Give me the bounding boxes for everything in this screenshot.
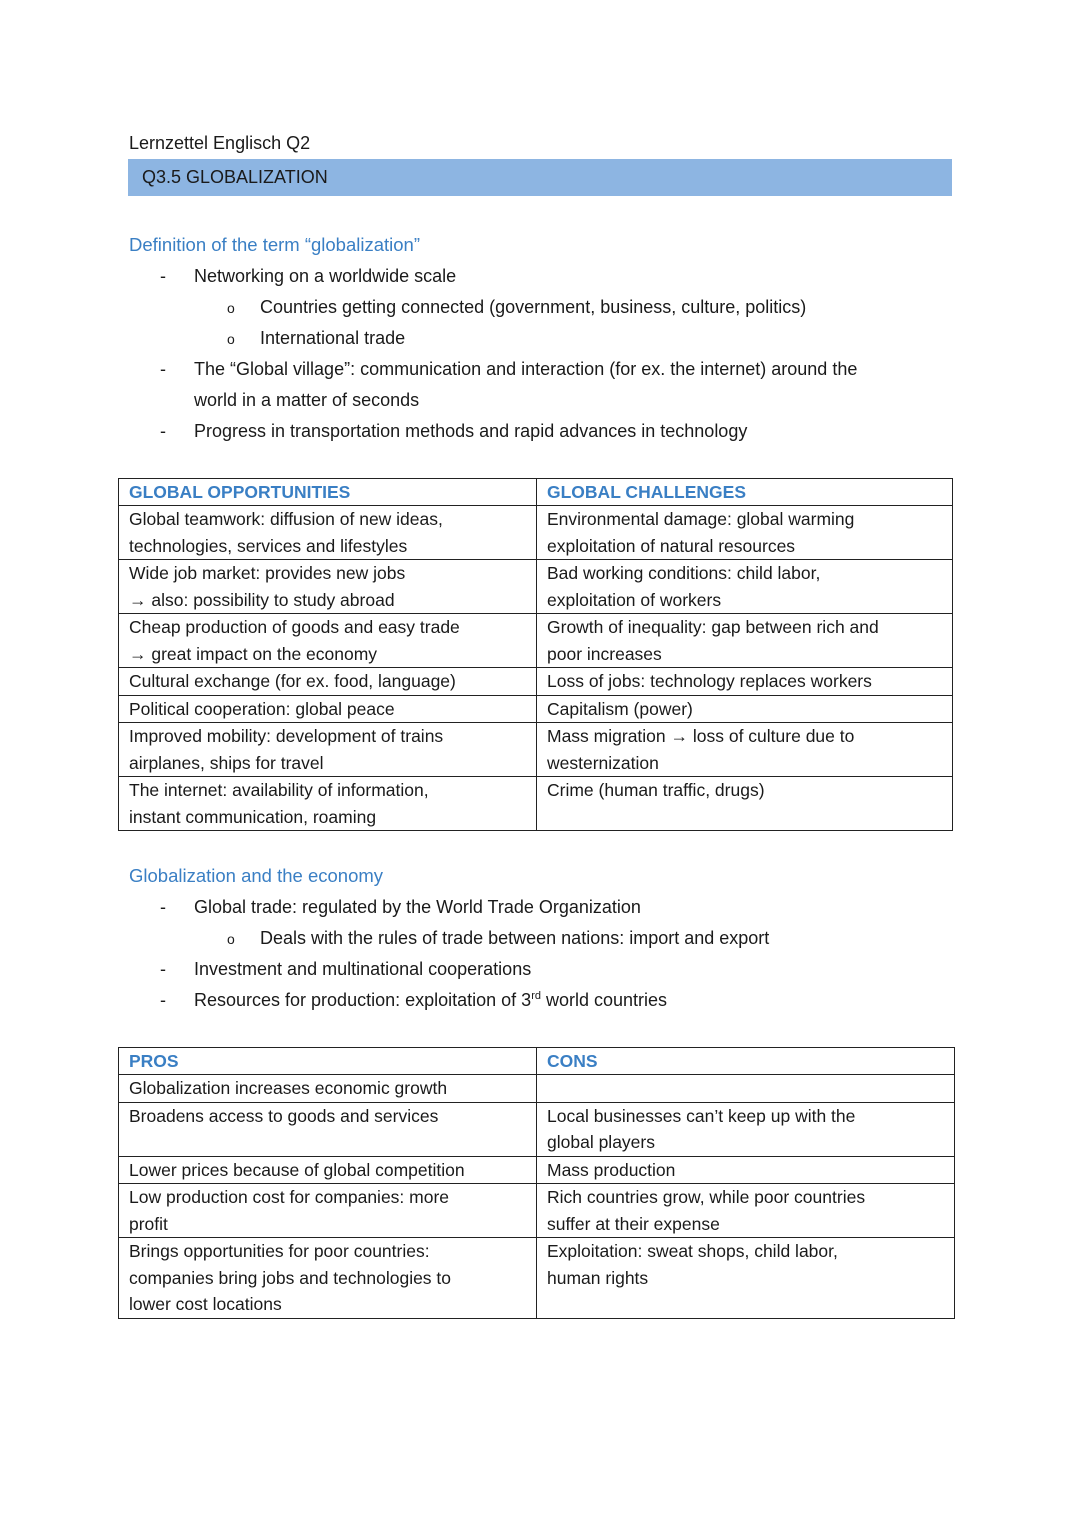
- cell-text-line: Rich countries grow, while poor countries: [547, 1187, 866, 1207]
- table-cell: [119, 1156, 537, 1184]
- dash-marker: -: [160, 959, 166, 979]
- cell-text-line: Bad working conditions: child labor,: [547, 563, 821, 583]
- bullet-text: Global trade: regulated by the World Trade Organization: [194, 897, 641, 917]
- circle-marker: o: [227, 331, 235, 347]
- table-row: [119, 1075, 955, 1103]
- cell-text-line: companies bring jobs and technologies to: [129, 1267, 452, 1288]
- table-cell: [537, 1102, 955, 1156]
- table-header-cell: GLOBAL CHALLENGES: [537, 479, 953, 506]
- bullet-text-part: world countries: [540, 990, 668, 1010]
- cell-text-line: Environmental damage: global warming: [547, 509, 855, 529]
- table-row: [119, 560, 953, 614]
- cell-text-line: Loss of jobs: technology replaces workers: [547, 671, 872, 691]
- cell-text-line: profit: [129, 1213, 168, 1234]
- bullet-text-part: Resources for production: exploitation of 3: [194, 990, 532, 1010]
- table-cell: [119, 1075, 537, 1103]
- dash-marker: -: [160, 266, 166, 286]
- cell-text-line: Capitalism (power): [547, 698, 693, 719]
- table-header-row: [119, 1048, 955, 1075]
- circle-marker: o: [227, 300, 235, 316]
- cell-text-line: → great impact on the economy: [129, 643, 378, 664]
- cell-text-line: Globalization increases economic growth: [129, 1078, 448, 1098]
- cell-text-line: exploitation of natural resources: [547, 535, 796, 556]
- table-row: [119, 1156, 955, 1184]
- cell-text-line: Broadens access to goods and services: [129, 1105, 439, 1126]
- cell-text-line: global players: [547, 1132, 655, 1152]
- table-cell: [537, 695, 953, 723]
- dash-marker: -: [160, 990, 166, 1010]
- table-header-row: [119, 479, 953, 506]
- cell-text-line: lower cost locations: [129, 1294, 282, 1314]
- table-cell: [119, 723, 537, 777]
- cell-text-line: Local businesses can’t keep up with the: [547, 1105, 856, 1126]
- table-row: [119, 668, 953, 696]
- table-row: [119, 506, 953, 560]
- bullet-text: Investment and multinational cooperations: [194, 959, 532, 979]
- bullet-text-with-superscript: [194, 988, 667, 1012]
- table-cell: [119, 614, 537, 668]
- cell-text-line: Exploitation: sweat shops, child labor,: [547, 1241, 838, 1261]
- table-cell: [119, 1102, 537, 1156]
- cell-text-line: Improved mobility: development of trains: [129, 726, 444, 746]
- dash-marker: -: [160, 359, 166, 379]
- table-row: [119, 695, 953, 723]
- cell-text-line: suffer at their expense: [547, 1213, 720, 1234]
- cell-text-line: Cheap production of goods and easy trade: [129, 617, 460, 637]
- table-cell: [119, 1184, 537, 1238]
- circle-marker: o: [227, 931, 235, 947]
- table-row: [119, 777, 953, 831]
- table-cell: [537, 723, 953, 777]
- table-cell: [537, 1238, 955, 1319]
- cell-text-line: exploitation of workers: [547, 589, 722, 610]
- sub-bullet-text: International trade: [260, 328, 406, 348]
- table-header-cell: PROS: [119, 1048, 537, 1075]
- cell-text-line: poor increases: [547, 643, 662, 664]
- sub-bullet-text: Countries getting connected (government, business, culture, politics): [260, 297, 807, 317]
- table-cell: [119, 1238, 537, 1319]
- table-cell: [537, 1184, 955, 1238]
- bullet-text: Progress in transportation methods and rapid advances in technology: [194, 421, 748, 441]
- dash-marker: -: [160, 897, 166, 917]
- cell-text-line: Mass production: [547, 1159, 676, 1180]
- table-row: [119, 723, 953, 777]
- table-cell: [119, 668, 537, 696]
- table-cell: [537, 1075, 955, 1103]
- table-cell: [119, 506, 537, 560]
- table-row: [119, 1184, 955, 1238]
- table-row: [119, 1102, 955, 1156]
- ordinal-superscript: rd: [531, 990, 541, 1002]
- table-cell: [537, 668, 953, 696]
- table-header-cell: GLOBAL OPPORTUNITIES: [119, 479, 537, 506]
- cell-text-line: Global teamwork: diffusion of new ideas,: [129, 509, 443, 529]
- bullet-text: Networking on a worldwide scale: [194, 266, 457, 286]
- cell-text-line: Growth of inequality: gap between rich and: [547, 617, 879, 637]
- sub-bullet-text: Deals with the rules of trade between nations: import and export: [260, 928, 770, 948]
- cell-text-line: airplanes, ships for travel: [129, 752, 324, 773]
- table-cell: [119, 777, 537, 831]
- table-cell: [537, 1156, 955, 1184]
- table-cell: [537, 777, 953, 831]
- table-cell: [119, 695, 537, 723]
- table-cell: [119, 560, 537, 614]
- table-cell: [537, 506, 953, 560]
- cell-text-line: instant communication, roaming: [129, 806, 377, 827]
- cell-text-line: The internet: availability of information,: [129, 780, 429, 800]
- cell-text-line: westernization: [547, 752, 659, 773]
- table-cell: [537, 614, 953, 668]
- cell-text-line: Low production cost for companies: more: [129, 1187, 450, 1207]
- table-cell: [537, 560, 953, 614]
- cell-text-line: → also: possibility to study abroad: [129, 589, 395, 610]
- bullet-text: The “Global village”: communication and interaction (for ex. the internet) around the: [194, 359, 858, 379]
- definition-heading: Definition of the term “globalization”: [129, 234, 421, 255]
- cell-text-line: Brings opportunities for poor countries:: [129, 1241, 430, 1261]
- pros-cons-table: [118, 1047, 955, 1319]
- cell-text-line: Lower prices because of global competition: [129, 1159, 465, 1180]
- table-header-cell: CONS: [537, 1048, 955, 1075]
- table-row: [119, 614, 953, 668]
- document-title: Lernzettel Englisch Q2: [129, 133, 311, 153]
- economy-heading: Globalization and the economy: [129, 865, 384, 886]
- table-row: [119, 1238, 955, 1319]
- cell-text-line: Wide job market: provides new jobs: [129, 563, 406, 583]
- cell-text-line: technologies, services and lifestyles: [129, 535, 408, 556]
- section-title-bar: Q3.5 GLOBALIZATION: [128, 159, 952, 196]
- bullet-text-continued: world in a matter of seconds: [194, 390, 420, 410]
- cell-text-line: Mass migration → loss of culture due to: [547, 726, 855, 746]
- cell-text-line: Crime (human traffic, drugs): [547, 780, 765, 800]
- cell-text-line: human rights: [547, 1267, 649, 1288]
- opportunities-challenges-table: [118, 478, 953, 831]
- cell-text-line: Cultural exchange (for ex. food, language): [129, 671, 456, 691]
- cell-text-line: Political cooperation: global peace: [129, 698, 395, 719]
- dash-marker: -: [160, 421, 166, 441]
